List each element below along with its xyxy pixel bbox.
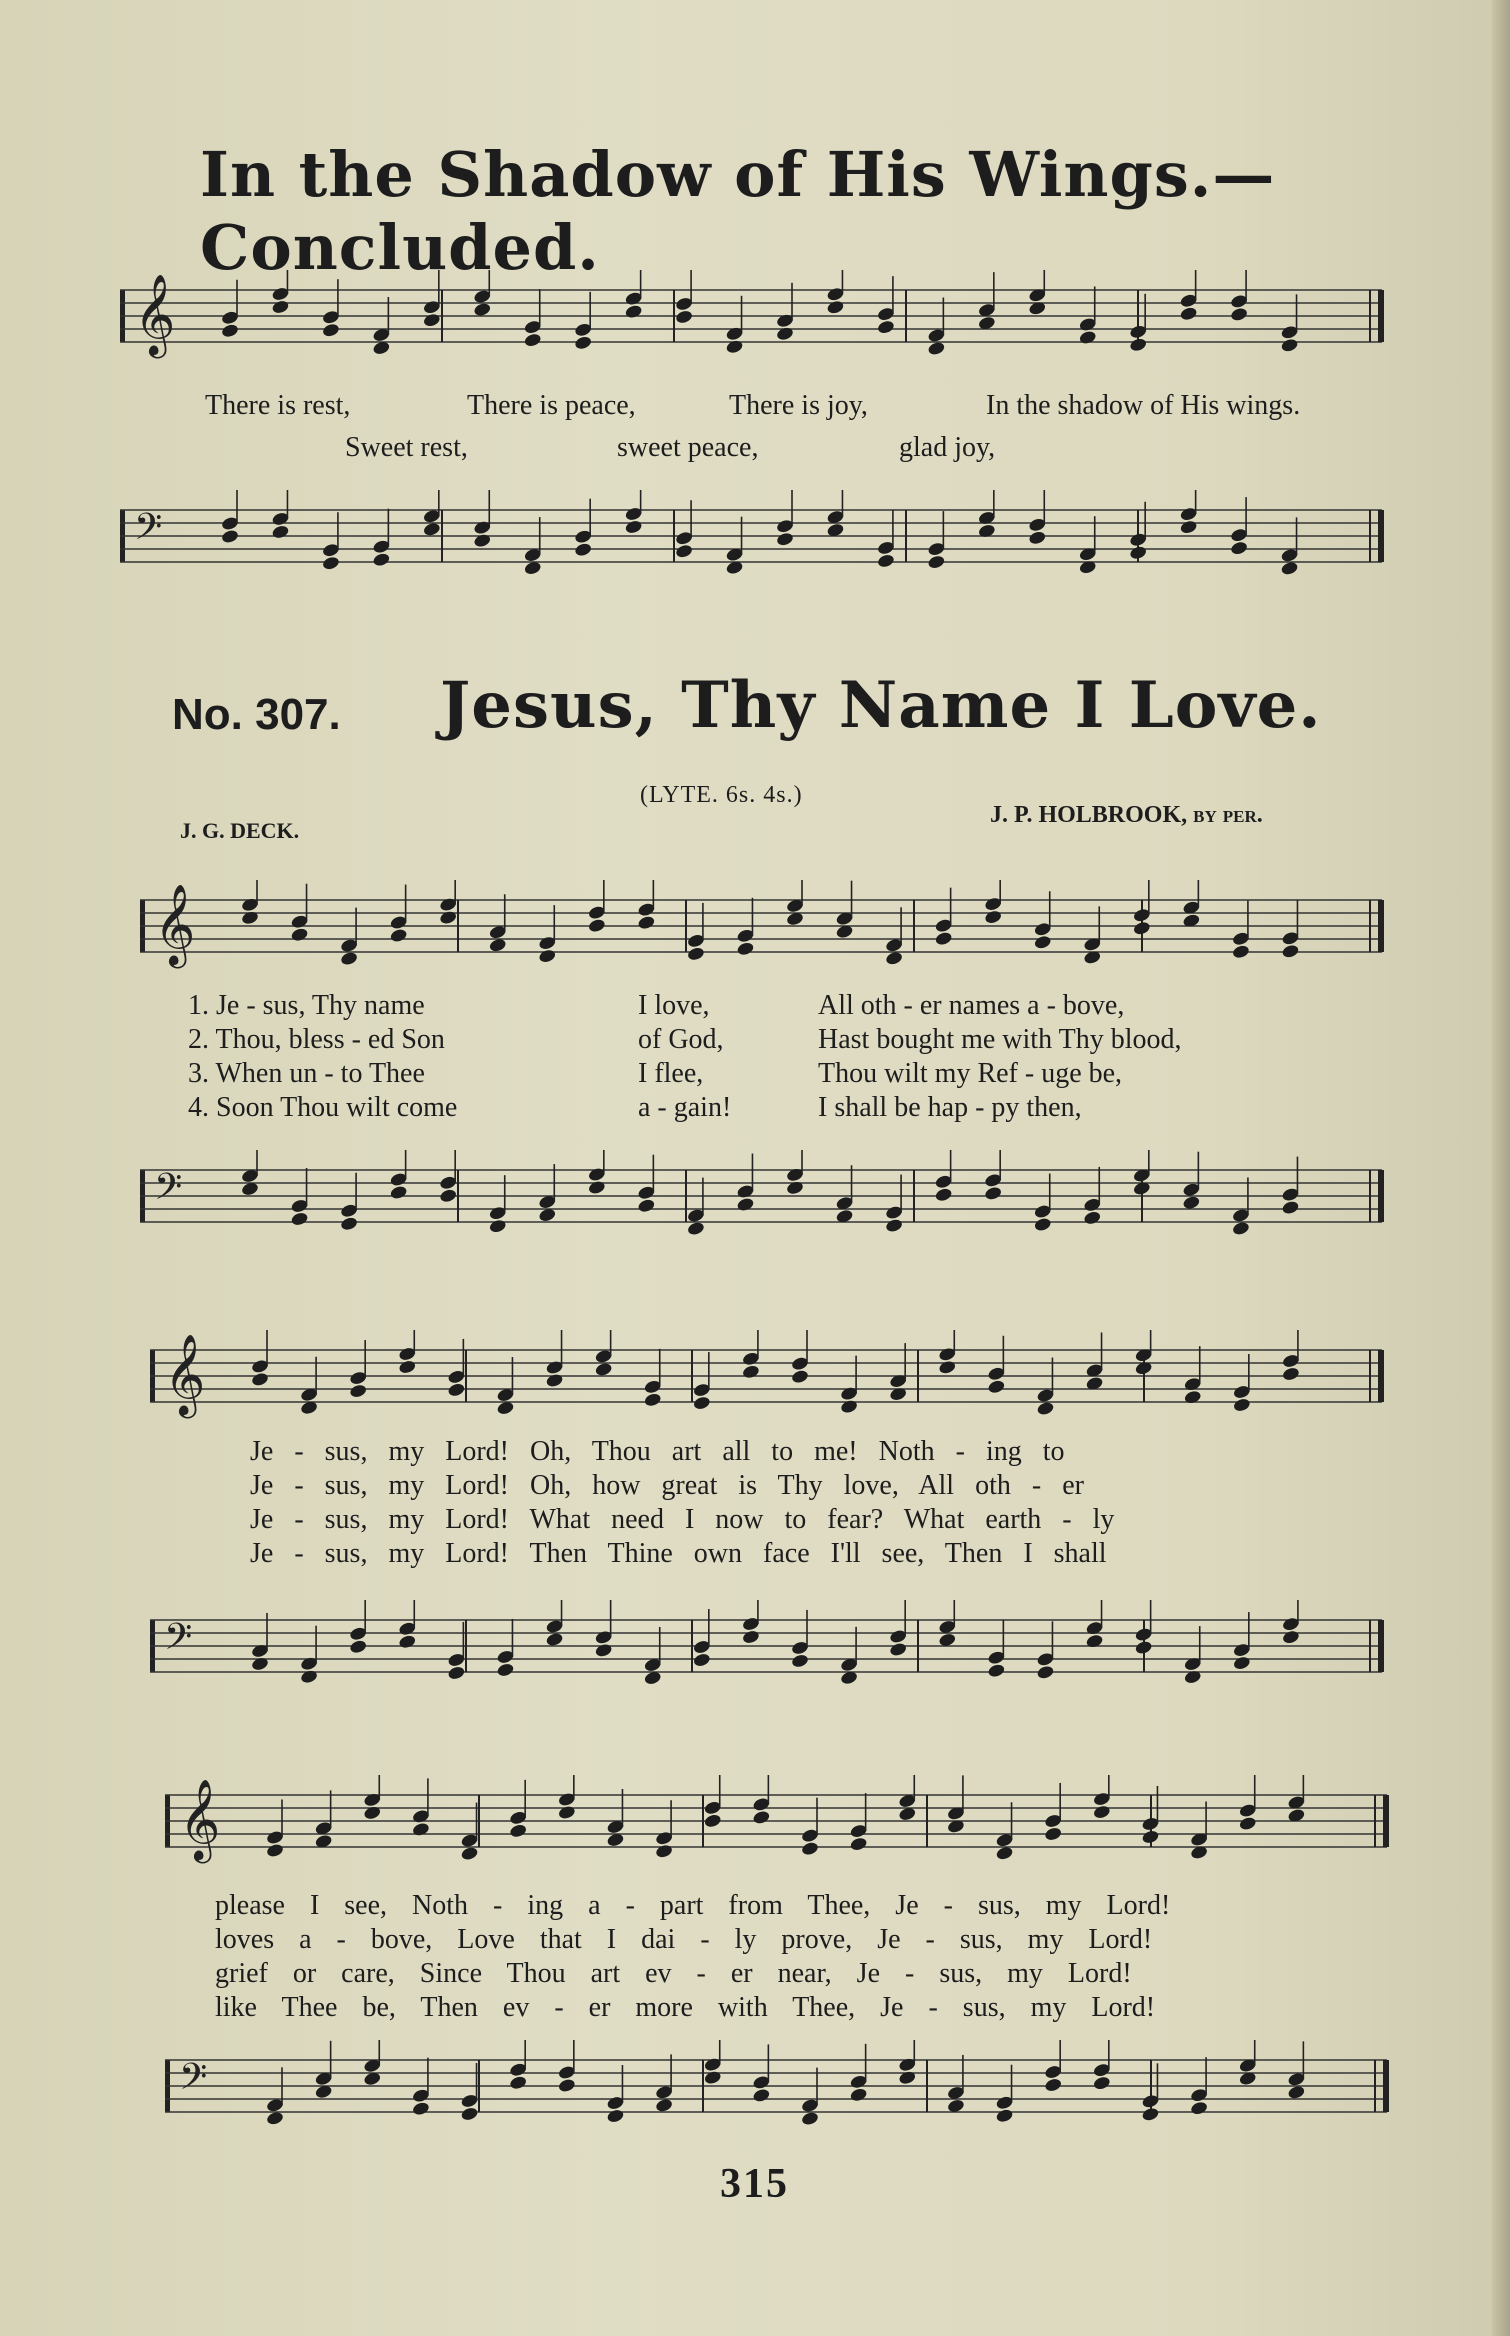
hymn-title: Jesus, Thy Name I Love.: [440, 668, 1322, 743]
hymn-author: J. G. DECK.: [180, 818, 300, 843]
system1-verse-1: 1. Je - sus, Thy name I love, All oth - er names a - bove,: [188, 990, 1125, 1021]
hymn-composer: J. P. HOLBROOK, by per.: [990, 802, 1263, 828]
page-title: In the Shadow of His Wings.—Concluded.: [200, 138, 1276, 284]
svg-text:𝄞: 𝄞: [134, 273, 176, 355]
system3-bass-staff: [165, 2040, 1395, 2150]
system1-bass-staff: [140, 1150, 1390, 1260]
system2-bass-staff: [150, 1600, 1390, 1710]
page-number: 315: [720, 2161, 789, 2207]
hymn-meter: (LYTE. 6s. 4s.): [640, 782, 803, 808]
system2-verse-2: Je - sus, my Lord! Oh, how great is Thy love, All oth - er: [250, 1470, 1084, 1501]
concluded-lyric-line-1: There is rest, There is peace, There is joy, In the shadow of His wings.: [205, 390, 1301, 421]
svg-text:𝄢: 𝄢: [134, 506, 163, 557]
concluded-bass-staff: [120, 490, 1390, 630]
system2-verse-1: Je - sus, my Lord! Oh, Thou art all to me! Noth - ing to: [250, 1436, 1065, 1467]
system3-verse-3: grief or care, Since Thou art ev - er near, Je - sus, my Lord!: [215, 1958, 1132, 1989]
svg-text:𝄢: 𝄢: [179, 2056, 208, 2107]
svg-text:𝄢: 𝄢: [164, 1616, 193, 1667]
hymn-number: No. 307.: [172, 690, 341, 739]
svg-text:𝄢: 𝄢: [154, 1166, 183, 1217]
system1-verse-4: 4. Soon Thou wilt come a - gain! I shall be hap - py then,: [188, 1092, 1082, 1123]
system1-verse-3: 3. When un - to Thee I flee, Thou wilt my Ref - uge be,: [188, 1058, 1123, 1089]
system3-verse-1: please I see, Noth - ing a - part from Thee, Je - sus, my Lord!: [215, 1890, 1171, 1921]
system3-verse-2: loves a - bove, Love that I dai - ly prove, Je - sus, my Lord!: [215, 1924, 1153, 1955]
system1-verse-2: 2. Thou, bless - ed Son of God, Hast bought me with Thy blood,: [188, 1024, 1182, 1055]
system2-verse-4: Je - sus, my Lord! Then Thine own face I'll see, Then I shall: [250, 1538, 1107, 1569]
system2-verse-3: Je - sus, my Lord! What need I now to fear? What earth - ly: [250, 1504, 1115, 1535]
system1-treble-staff: [140, 880, 1390, 990]
svg-text:𝄞: 𝄞: [154, 883, 196, 965]
page-edge: [1492, 0, 1510, 2336]
system2-treble-staff: [150, 1330, 1390, 1440]
svg-text:𝄞: 𝄞: [179, 1778, 221, 1860]
concluded-lyric-line-2: Sweet rest, sweet peace, glad joy,: [345, 432, 996, 463]
svg-text:𝄞: 𝄞: [164, 1333, 206, 1415]
system3-treble-staff: [165, 1775, 1395, 1885]
system3-verse-4: like Thee be, Then ev - er more with Thee, Je - sus, my Lord!: [215, 1992, 1156, 2023]
concluded-treble-staff: [120, 270, 1390, 380]
